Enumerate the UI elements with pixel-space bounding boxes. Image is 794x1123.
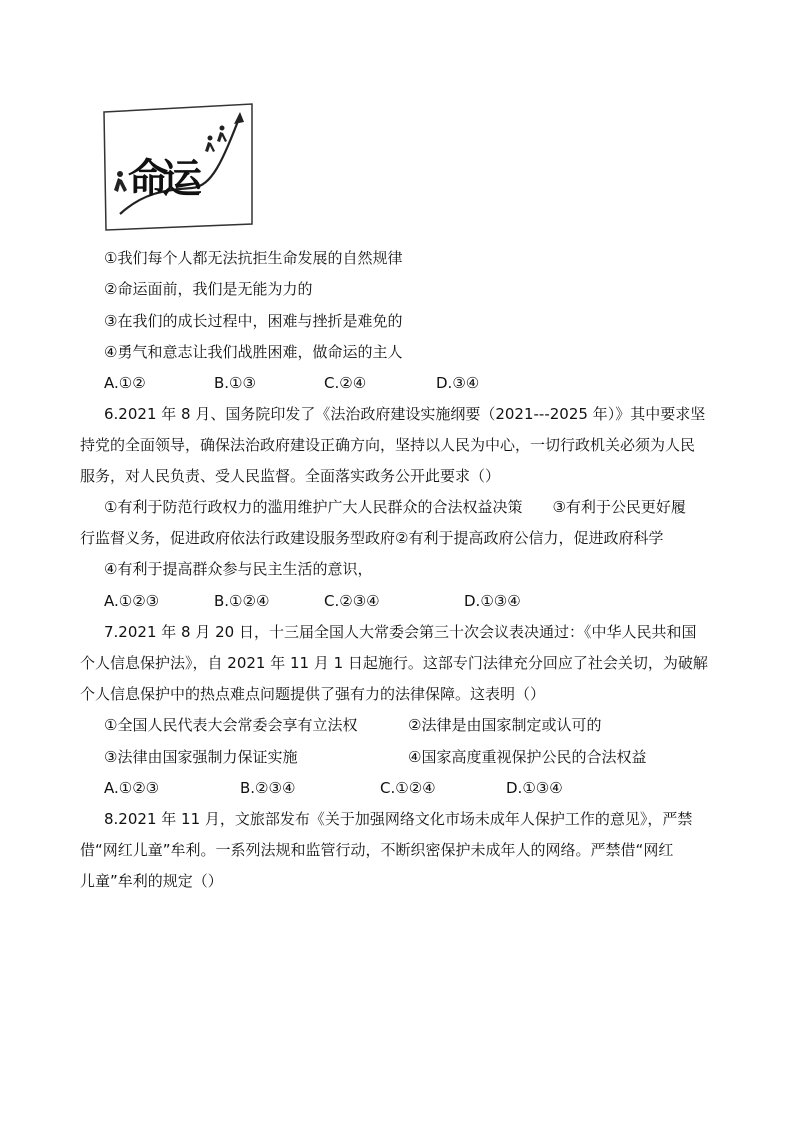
q7-statement-3: ③法律由国家强制力保证实施: [104, 748, 298, 766]
cartoon-word: 命运: [128, 156, 196, 202]
q5-statement-1: ①我们每个人都无法抗拒生命发展的自然规律: [104, 249, 403, 267]
q8-text-line-1: 8.2021 年 11 月，文旅部发布《关于加强网络文化市场未成年人保护工作的意见》，严禁: [104, 810, 693, 828]
destiny-cartoon: [102, 102, 254, 232]
q7-option-d[interactable]: D.①③④: [506, 779, 563, 797]
q8-text-line-3: 儿童”牟利的规定（）: [80, 872, 223, 890]
q6-text-line-3: 服务，对人民负责、受人民监督。全面落实政务公开此要求（）: [80, 467, 501, 485]
q7-text-line-1: 7.2021 年 8 月 20 日，十三届全国人大常委会第三十次会议表决通过：《中华人民共和国: [104, 623, 697, 641]
q6-statement-line-3: ④有利于提高群众参与民主生活的意识，: [104, 560, 373, 578]
q7-statement-4: ④国家高度重视保护公民的合法权益: [408, 748, 647, 766]
q7-statement-1: ①全国人民代表大会常委会享有立法权: [104, 716, 358, 734]
q6-option-b[interactable]: B.①②④: [214, 592, 270, 610]
q7-statement-2: ②法律是由国家制定或认可的: [408, 716, 602, 734]
q5-statement-4: ④勇气和意志让我们战胜困难，做命运的主人: [104, 343, 403, 361]
q6-text-line-2: 持党的全面领导，确保法治政府建设正确方向，坚持以人民为中心，一切行政机关必须为人民: [80, 436, 696, 454]
q7-text-line-2: 个人信息保护法》，自 2021 年 11 月 1 日起施行。这部专门法律充分回应了社会关切，为破解: [80, 654, 708, 672]
q5-statement-3: ③在我们的成长过程中，困难与挫折是难免的: [104, 312, 403, 330]
q6-statement-line-1: ①有利于防范行政权力的滥用维护广大人民群众的合法权益决策 ③有利于公民更好履: [104, 498, 686, 516]
q5-statement-2: ②命运面前，我们是无能为力的: [104, 280, 313, 298]
q7-option-c[interactable]: C.①②④: [380, 779, 436, 797]
q7-option-a[interactable]: A.①②③: [104, 779, 160, 797]
q6-text-line-1: 6.2021 年 8 月、国务院印发了《法治政府建设实施纲要（2021---2025 年）》其中要求坚: [104, 405, 706, 423]
q7-text-line-3: 个人信息保护中的热点难点问题提供了强有力的法律保障。这表明（）: [80, 685, 546, 703]
q8-text-line-2: 借“网红儿童”牟利。一系列法规和监管行动，不断织密保护未成年人的网络。严禁借“网红: [80, 841, 674, 859]
q5-option-b[interactable]: B.①③: [214, 374, 256, 392]
q6-option-c[interactable]: C.②③④: [324, 592, 380, 610]
q5-option-a[interactable]: A.①②: [104, 374, 146, 392]
q6-statement-line-2: 行监督义务，促进政府依法行政建设服务型政府②有利于提高政府公信力，促进政府科学: [80, 529, 664, 547]
q6-option-d[interactable]: D.①③④: [464, 592, 521, 610]
q5-option-c[interactable]: C.②④: [324, 374, 367, 392]
q5-option-d[interactable]: D.③④: [436, 374, 480, 392]
q7-option-b[interactable]: B.②③④: [240, 779, 296, 797]
q6-option-a[interactable]: A.①②③: [104, 592, 160, 610]
